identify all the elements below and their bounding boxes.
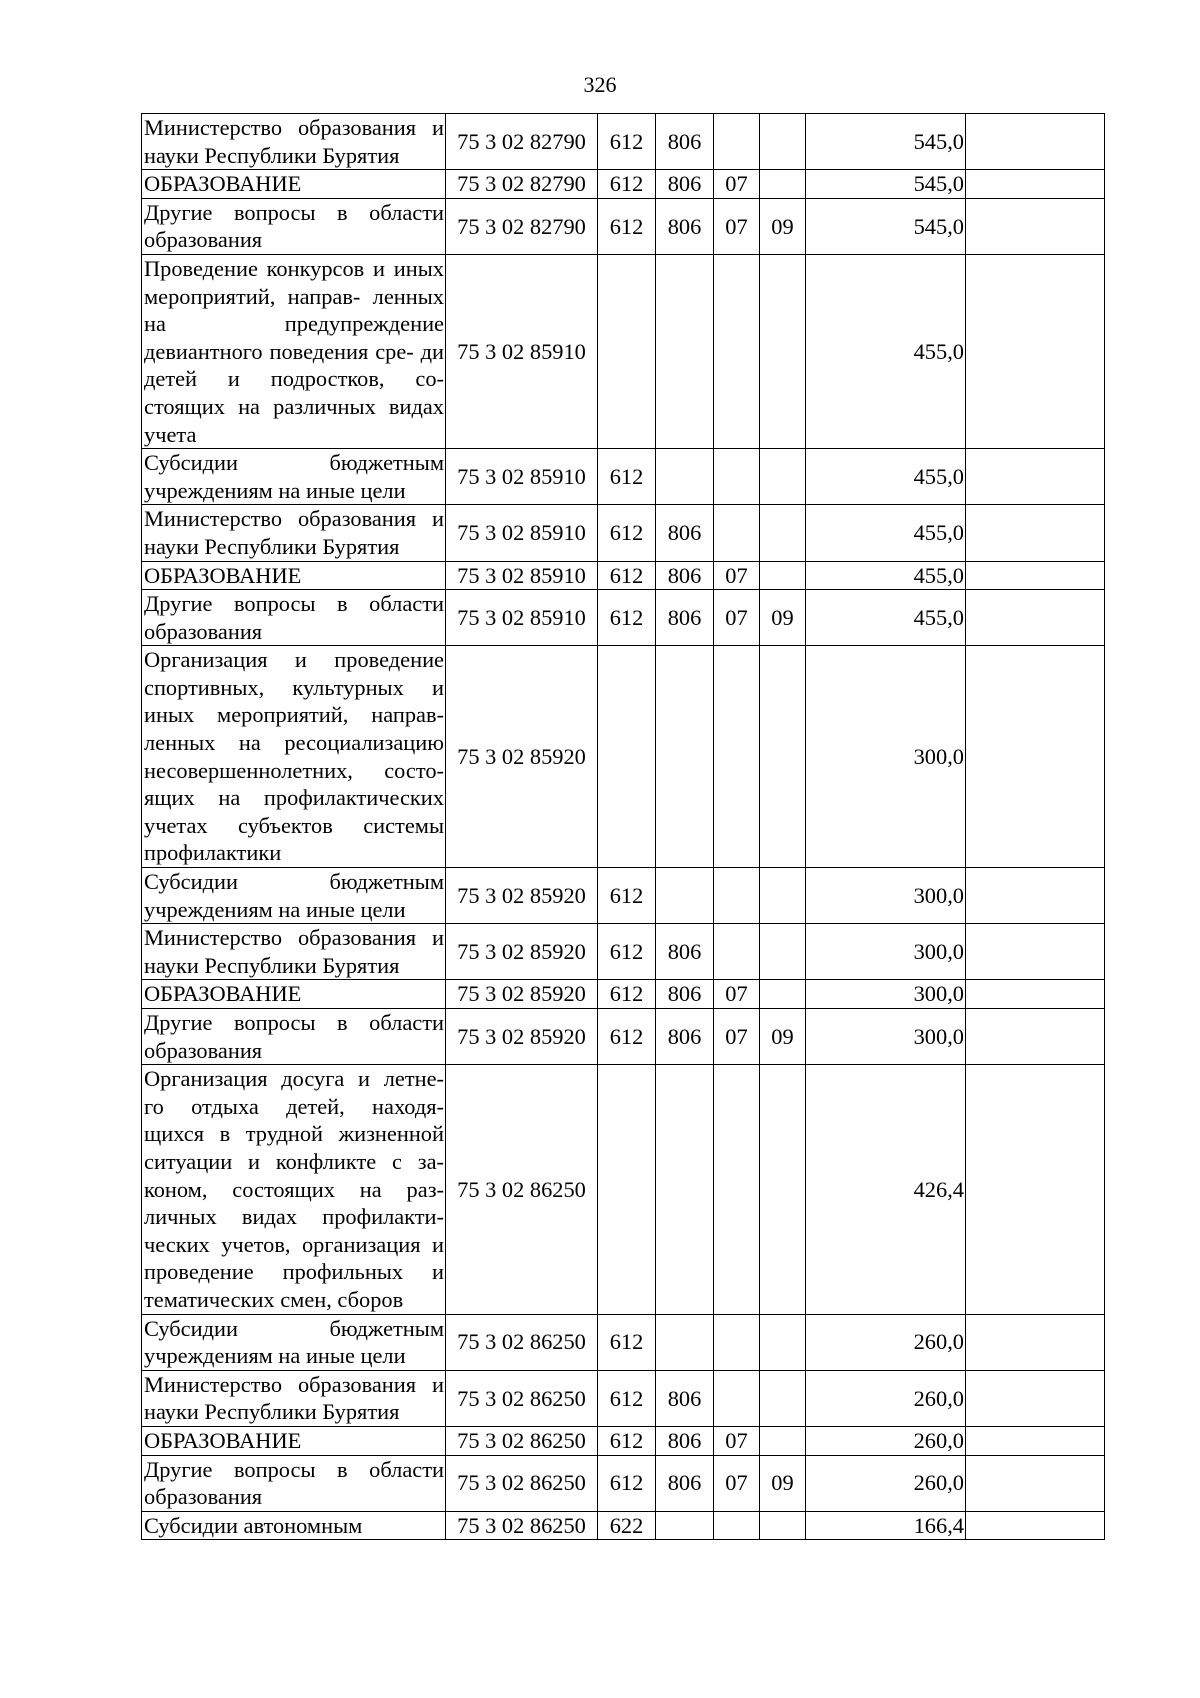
empty-cell <box>966 1314 1105 1370</box>
item-name-line: и науки Республики Бурятия <box>144 925 444 978</box>
item-name-line: и проведение профильных и <box>144 1231 444 1285</box>
amount-cell: 455,0 <box>806 561 966 590</box>
item-name-cell <box>142 1314 446 1370</box>
item-name-line: Министерство образования <box>144 1371 417 1397</box>
item-name-line: ОБРАЗОВАНИЕ <box>144 1427 302 1453</box>
program-code-cell: 75 3 02 82790 <box>446 114 598 170</box>
empty-cell <box>966 1511 1105 1540</box>
empty-cell <box>966 1455 1105 1511</box>
empty-cell <box>966 924 1105 980</box>
program-code-cell: 75 3 02 86250 <box>446 1511 598 1540</box>
section-cell <box>714 646 760 868</box>
ministry-code-cell: 806 <box>656 1455 714 1511</box>
ministry-code-cell: 806 <box>656 561 714 590</box>
empty-cell <box>966 449 1105 505</box>
section-cell <box>714 254 760 448</box>
item-name-cell <box>142 505 446 561</box>
empty-cell <box>966 1065 1105 1314</box>
item-name-cell <box>142 1426 446 1455</box>
ministry-code-cell: 806 <box>656 170 714 199</box>
expense-type-cell: 612 <box>598 868 656 924</box>
ministry-code-cell: 806 <box>656 198 714 254</box>
table-row <box>142 1370 1105 1426</box>
table-row <box>142 170 1105 199</box>
item-name-line: образования <box>144 1484 263 1510</box>
amount-cell: 455,0 <box>806 449 966 505</box>
ministry-code-cell: 806 <box>656 980 714 1009</box>
program-code-cell: 75 3 02 86250 <box>446 1065 598 1314</box>
ministry-code-cell <box>656 449 714 505</box>
item-name-line: ленных на ресоциализацию <box>144 730 444 756</box>
empty-cell <box>966 590 1105 646</box>
empty-cell <box>966 561 1105 590</box>
subsection-cell <box>760 1065 806 1314</box>
item-name-line: Субсидии автономным <box>144 1512 363 1538</box>
table-row <box>142 646 1105 868</box>
item-name-cell <box>142 1370 446 1426</box>
program-code-cell: 75 3 02 85910 <box>446 254 598 448</box>
expense-type-cell: 612 <box>598 505 656 561</box>
ministry-code-cell: 806 <box>656 1426 714 1455</box>
subsection-cell <box>760 449 806 505</box>
section-cell: 07 <box>714 198 760 254</box>
expense-type-cell: 612 <box>598 1009 656 1065</box>
item-name-line: Другие вопросы в области <box>144 1010 444 1035</box>
table-row <box>142 980 1105 1009</box>
item-name-line: Министерство образования <box>144 925 417 951</box>
amount-cell: 426,4 <box>806 1065 966 1314</box>
program-code-cell: 75 3 02 85910 <box>446 561 598 590</box>
ministry-code-cell <box>656 646 714 868</box>
table-row <box>142 1455 1105 1511</box>
item-name-line: образования <box>144 618 263 644</box>
expense-type-cell: 612 <box>598 198 656 254</box>
expense-type-cell: 622 <box>598 1511 656 1540</box>
subsection-cell <box>760 254 806 448</box>
item-name-line: Субсидии бюджетным <box>144 450 444 476</box>
item-name-line: Организация досуга и летне- <box>144 1066 444 1092</box>
expense-type-cell <box>598 646 656 868</box>
program-code-cell: 75 3 02 85910 <box>446 505 598 561</box>
amount-cell: 260,0 <box>806 1370 966 1426</box>
table-row <box>142 868 1105 924</box>
table-row <box>142 590 1105 646</box>
section-cell <box>714 505 760 561</box>
amount-cell: 166,4 <box>806 1511 966 1540</box>
section-cell: 07 <box>714 590 760 646</box>
program-code-cell: 75 3 02 85920 <box>446 646 598 868</box>
subsection-cell <box>760 868 806 924</box>
amount-cell: 260,0 <box>806 1314 966 1370</box>
amount-cell: 300,0 <box>806 1009 966 1065</box>
section-cell <box>714 449 760 505</box>
item-name-line: Субсидии бюджетным <box>144 869 444 895</box>
expense-type-cell: 612 <box>598 1314 656 1370</box>
item-name-line: Другие вопросы в области <box>144 199 444 225</box>
section-cell <box>714 1314 760 1370</box>
program-code-cell: 75 3 02 85910 <box>446 449 598 505</box>
item-name-line: Министерство образования <box>144 506 417 532</box>
expense-type-cell: 612 <box>598 114 656 170</box>
subsection-cell: 09 <box>760 1455 806 1511</box>
amount-cell: 545,0 <box>806 198 966 254</box>
item-name-cell <box>142 170 446 199</box>
item-name-line: Организация и проведение <box>144 647 444 673</box>
program-code-cell: 75 3 02 86250 <box>446 1314 598 1370</box>
section-cell: 07 <box>714 561 760 590</box>
table-row <box>142 1314 1105 1370</box>
expense-type-cell: 612 <box>598 590 656 646</box>
item-name-line: Другие вопросы в области <box>144 1456 444 1482</box>
ministry-code-cell: 806 <box>656 590 714 646</box>
item-name-line: Другие вопросы в области <box>144 591 444 617</box>
section-cell <box>714 114 760 170</box>
section-cell: 07 <box>714 1455 760 1511</box>
item-name-line: тематических смен, сборов <box>144 1286 404 1312</box>
table-row <box>142 924 1105 980</box>
empty-cell <box>966 1009 1105 1065</box>
expense-type-cell <box>598 254 656 448</box>
table-row <box>142 114 1105 170</box>
empty-cell <box>966 254 1105 448</box>
table-row <box>142 1009 1105 1065</box>
item-name-line: ОБРАЗОВАНИЕ <box>144 171 302 197</box>
item-name-cell <box>142 561 446 590</box>
subsection-cell <box>760 924 806 980</box>
subsection-cell <box>760 505 806 561</box>
item-name-cell <box>142 1455 446 1511</box>
program-code-cell: 75 3 02 86250 <box>446 1426 598 1455</box>
item-name-cell <box>142 646 446 868</box>
section-cell <box>714 1511 760 1540</box>
item-name-line: ОБРАЗОВАНИЕ <box>144 562 302 588</box>
table-row <box>142 505 1105 561</box>
item-name-line: несовершеннолетних, состо- <box>144 757 444 783</box>
item-name-line: иных мероприятий, направ- <box>144 702 444 728</box>
section-cell: 07 <box>714 1009 760 1065</box>
item-name-cell <box>142 114 446 170</box>
item-name-line: ческих учетов, организация <box>144 1231 421 1257</box>
section-cell <box>714 1370 760 1426</box>
empty-cell <box>966 1426 1105 1455</box>
ministry-code-cell <box>656 254 714 448</box>
subsection-cell <box>760 646 806 868</box>
amount-cell: 260,0 <box>806 1455 966 1511</box>
item-name-line: спортивных, культурных и <box>144 674 444 700</box>
item-name-cell <box>142 1511 446 1540</box>
empty-cell <box>966 868 1105 924</box>
item-name-cell <box>142 254 446 448</box>
item-name-cell <box>142 198 446 254</box>
ministry-code-cell: 806 <box>656 505 714 561</box>
section-cell <box>714 924 760 980</box>
subsection-cell: 09 <box>760 198 806 254</box>
program-code-cell: 75 3 02 85920 <box>446 980 598 1009</box>
table-row <box>142 1426 1105 1455</box>
item-name-line: Проведение конкурсов и <box>144 255 385 281</box>
amount-cell: 300,0 <box>806 868 966 924</box>
item-name-line: Министерство образования <box>144 115 417 140</box>
expense-type-cell: 612 <box>598 449 656 505</box>
item-name-cell <box>142 1065 446 1314</box>
item-name-line: ленных на предупреждение <box>144 283 444 337</box>
item-name-line: ОБРАЗОВАНИЕ <box>144 981 302 1007</box>
expense-type-cell: 612 <box>598 170 656 199</box>
program-code-cell: 75 3 02 82790 <box>446 170 598 199</box>
section-cell: 07 <box>714 980 760 1009</box>
empty-cell <box>966 114 1105 170</box>
subsection-cell <box>760 561 806 590</box>
item-name-line: коном, состоящих на раз- <box>144 1176 444 1202</box>
item-name-cell <box>142 980 446 1009</box>
expense-type-cell: 612 <box>598 924 656 980</box>
item-name-line: и науки Республики Бурятия <box>144 115 444 168</box>
item-name-line: учреждениям на иные цели <box>144 477 406 503</box>
amount-cell: 455,0 <box>806 505 966 561</box>
item-name-line: девиантного поведения сре- <box>144 338 414 364</box>
empty-cell <box>966 646 1105 868</box>
amount-cell: 300,0 <box>806 646 966 868</box>
expense-type-cell <box>598 1065 656 1314</box>
section-cell <box>714 868 760 924</box>
program-code-cell: 75 3 02 82790 <box>446 198 598 254</box>
ministry-code-cell: 806 <box>656 1370 714 1426</box>
item-name-cell <box>142 449 446 505</box>
empty-cell <box>966 980 1105 1009</box>
amount-cell: 545,0 <box>806 170 966 199</box>
subsection-cell <box>760 1426 806 1455</box>
program-code-cell: 75 3 02 86250 <box>446 1455 598 1511</box>
item-name-line: учета <box>144 421 197 447</box>
item-name-line: профилактики <box>144 840 282 866</box>
section-cell <box>714 1065 760 1314</box>
ministry-code-cell: 806 <box>656 924 714 980</box>
item-name-line: образования <box>144 1037 263 1063</box>
page-number: 326 <box>583 72 617 97</box>
item-name-cell <box>142 1009 446 1065</box>
program-code-cell: 75 3 02 85920 <box>446 924 598 980</box>
budget-table <box>141 113 1105 1540</box>
subsection-cell <box>760 1370 806 1426</box>
subsection-cell <box>760 1511 806 1540</box>
section-cell: 07 <box>714 1426 760 1455</box>
ministry-code-cell <box>656 868 714 924</box>
item-name-line: Субсидии бюджетным <box>144 1315 444 1341</box>
item-name-line: и науки Республики Бурятия <box>144 1371 444 1425</box>
table-row <box>142 449 1105 505</box>
program-code-cell: 75 3 02 86250 <box>446 1370 598 1426</box>
item-name-line: ящих на профилактических <box>144 785 444 811</box>
item-name-line: учреждениям на иные цели <box>144 896 406 922</box>
item-name-cell <box>142 924 446 980</box>
item-name-line: учетах субъектов системы <box>144 812 444 838</box>
subsection-cell <box>760 1314 806 1370</box>
subsection-cell <box>760 980 806 1009</box>
item-name-line: го отдыха детей, находя- <box>144 1093 444 1119</box>
budget-table-body <box>142 114 1105 1540</box>
amount-cell: 260,0 <box>806 1426 966 1455</box>
empty-cell <box>966 1370 1105 1426</box>
expense-type-cell: 612 <box>598 1370 656 1426</box>
ministry-code-cell <box>656 1065 714 1314</box>
amount-cell: 455,0 <box>806 590 966 646</box>
ministry-code-cell <box>656 1314 714 1370</box>
amount-cell: 545,0 <box>806 114 966 170</box>
expense-type-cell: 612 <box>598 561 656 590</box>
amount-cell: 300,0 <box>806 924 966 980</box>
ministry-code-cell: 806 <box>656 1009 714 1065</box>
item-name-line: стоящих на различных видах <box>144 393 444 419</box>
item-name-line: личных видах профилакти- <box>144 1204 444 1230</box>
expense-type-cell: 612 <box>598 1426 656 1455</box>
item-name-line: иных мероприятий, направ- <box>144 255 444 309</box>
amount-cell: 300,0 <box>806 980 966 1009</box>
item-name-line: образования <box>144 227 263 253</box>
subsection-cell <box>760 170 806 199</box>
program-code-cell: 75 3 02 85920 <box>446 1009 598 1065</box>
amount-cell: 455,0 <box>806 254 966 448</box>
ministry-code-cell: 806 <box>656 114 714 170</box>
section-cell: 07 <box>714 170 760 199</box>
program-code-cell: 75 3 02 85910 <box>446 590 598 646</box>
empty-cell <box>966 198 1105 254</box>
subsection-cell: 09 <box>760 1009 806 1065</box>
program-code-cell: 75 3 02 85920 <box>446 868 598 924</box>
table-row <box>142 1065 1105 1314</box>
ministry-code-cell <box>656 1511 714 1540</box>
item-name-line: ситуации и конфликте с за- <box>144 1148 444 1174</box>
expense-type-cell: 612 <box>598 980 656 1009</box>
expense-type-cell: 612 <box>598 1455 656 1511</box>
item-name-line: и науки Республики Бурятия <box>144 506 444 559</box>
table-row <box>142 1511 1105 1540</box>
item-name-cell <box>142 868 446 924</box>
table-row <box>142 561 1105 590</box>
item-name-line: щихся в трудной жизненной <box>144 1121 444 1147</box>
empty-cell <box>966 505 1105 561</box>
table-row <box>142 198 1105 254</box>
subsection-cell <box>760 114 806 170</box>
empty-cell <box>966 170 1105 199</box>
subsection-cell: 09 <box>760 590 806 646</box>
item-name-line: ди детей и подростков, со- <box>144 338 444 392</box>
item-name-line: учреждениям на иные цели <box>144 1343 406 1369</box>
table-row <box>142 254 1105 448</box>
item-name-cell <box>142 590 446 646</box>
